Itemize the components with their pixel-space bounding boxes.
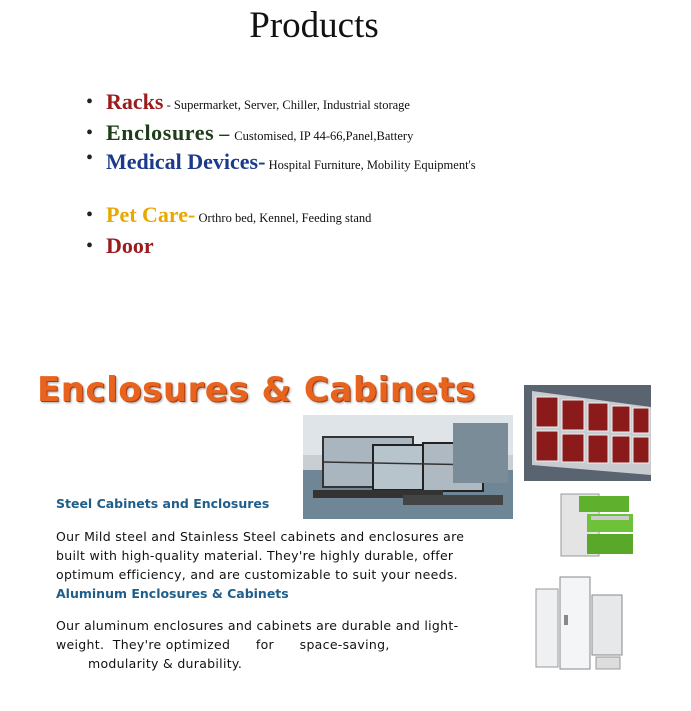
product-separator: - <box>163 98 174 112</box>
product-name: Door <box>106 233 154 258</box>
bullet-icon: • <box>86 204 94 226</box>
product-name: Pet Care- <box>106 202 196 227</box>
bullet-icon: • <box>86 235 94 257</box>
product-description: Customised, IP 44-66,Panel,Battery <box>234 129 414 143</box>
bullet-icon: • <box>86 122 94 144</box>
showroom-photo <box>303 415 513 519</box>
list-item <box>86 147 506 201</box>
text-line: weight. They're optimized for space-saving, <box>56 637 390 652</box>
list-item <box>86 88 506 119</box>
aluminum-enclosures-heading: Aluminum Enclosures & Cabinets <box>56 586 289 601</box>
product-description: Orthro bed, Kennel, Feeding stand <box>198 211 372 225</box>
bullet-icon: • <box>86 91 94 113</box>
section-heading: Enclosures & Cabinets <box>37 370 476 410</box>
drawer-cabinet-photo <box>557 492 635 560</box>
page-title: Products <box>249 5 379 46</box>
text-line: Our aluminum enclosures and cabinets are durable and light- <box>56 618 459 633</box>
product-name: Racks <box>106 89 164 114</box>
product-name: Medical Devices- <box>106 149 266 174</box>
text-line: modularity & durability. <box>88 656 243 671</box>
product-list <box>86 88 506 263</box>
rack-photo <box>524 385 651 481</box>
list-item <box>86 119 506 150</box>
product-name: Enclosures <box>106 120 215 145</box>
bullet-icon: • <box>86 147 94 169</box>
list-item <box>86 232 506 263</box>
product-separator: – <box>214 123 235 145</box>
product-description: Hospital Furniture, Mobility Equipment's <box>268 158 476 172</box>
steel-cabinets-heading: Steel Cabinets and Enclosures <box>56 496 270 511</box>
aluminum-enclosure-photo <box>532 575 626 673</box>
product-description: Supermarket, Server, Chiller, Industrial storage <box>173 98 410 112</box>
steel-cabinets-text: Our Mild steel and Stainless Steel cabinets and enclosures are built with high-quality material. They're highly durable, offer optimum efficiency, and are customizable to suit your needs. <box>56 529 465 582</box>
list-item <box>86 201 506 232</box>
aluminum-enclosures-text <box>56 616 486 673</box>
